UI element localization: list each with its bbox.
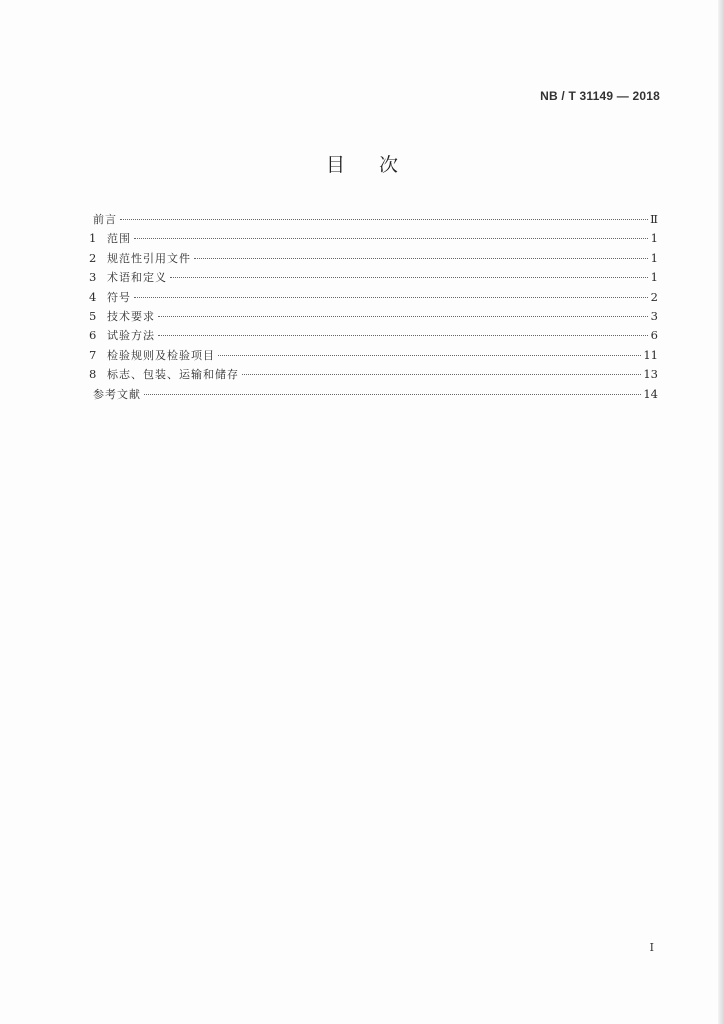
toc-leader-dots xyxy=(158,315,648,317)
toc-entry-label: 规范性引用文件 xyxy=(107,251,191,265)
toc-leader-dots xyxy=(218,354,641,356)
toc-entry-page: 2 xyxy=(650,289,658,304)
toc-entry-normative-references[interactable] xyxy=(89,249,658,268)
toc-entry-label: 参考文献 xyxy=(93,387,141,401)
toc-entry-label: 符号 xyxy=(107,290,131,304)
toc-entry-label: 试验方法 xyxy=(107,329,155,343)
toc-entry-number: 1 xyxy=(89,231,97,246)
toc-entry-number: 5 xyxy=(89,308,97,323)
page-number: I xyxy=(649,941,654,954)
toc-leader-dots xyxy=(242,373,641,375)
toc-leader-dots xyxy=(134,237,648,239)
standard-number: NB / T 31149 — 2018 xyxy=(540,89,660,103)
toc-leader-dots xyxy=(158,334,648,336)
toc-entry-number: 2 xyxy=(89,250,97,265)
toc-leader-dots xyxy=(170,276,648,278)
toc-leader-dots xyxy=(144,393,641,395)
toc-entry-page: Ⅱ xyxy=(650,212,658,226)
toc-entry-test-methods[interactable] xyxy=(89,326,658,345)
toc-entry-technical-requirements[interactable] xyxy=(89,307,658,326)
toc-entry-number: 6 xyxy=(89,328,97,343)
toc-entry-number: 7 xyxy=(89,347,97,362)
toc-entry-marking-packaging[interactable] xyxy=(89,365,658,384)
toc-entry-page: 3 xyxy=(650,308,658,323)
table-of-contents xyxy=(89,210,658,404)
toc-entry-page: 11 xyxy=(643,347,658,362)
toc-leader-dots xyxy=(120,218,648,220)
toc-entry-label: 标志、包装、运输和储存 xyxy=(107,368,239,382)
toc-entry-terms-definitions[interactable] xyxy=(89,268,658,287)
toc-entry-label: 范围 xyxy=(107,232,131,246)
toc-entry-scope[interactable] xyxy=(89,229,658,248)
toc-entry-page: 1 xyxy=(650,270,658,285)
toc-entry-number: 3 xyxy=(89,270,97,285)
toc-entry-bibliography[interactable] xyxy=(89,385,658,404)
toc-entry-label: 检验规则及检验项目 xyxy=(107,348,215,362)
toc-entry-page: 1 xyxy=(650,250,658,265)
toc-entry-label: 术语和定义 xyxy=(107,271,167,285)
toc-entry-number: 4 xyxy=(89,289,97,304)
toc-entry-page: 13 xyxy=(643,367,658,382)
toc-entry-page: 1 xyxy=(650,231,658,246)
toc-leader-dots xyxy=(134,296,648,298)
toc-entry-inspection-rules[interactable] xyxy=(89,346,658,365)
toc-leader-dots xyxy=(194,257,648,259)
toc-entry-label: 前言 xyxy=(93,213,117,226)
toc-entry-label: 技术要求 xyxy=(107,309,155,323)
toc-entry-page: 6 xyxy=(650,328,658,343)
toc-entry-page: 14 xyxy=(643,386,658,401)
toc-title: 目次 xyxy=(325,154,432,176)
toc-entry-symbols[interactable] xyxy=(89,288,658,307)
toc-entry-number: 8 xyxy=(89,367,97,382)
toc-entry-foreword[interactable] xyxy=(89,210,658,229)
